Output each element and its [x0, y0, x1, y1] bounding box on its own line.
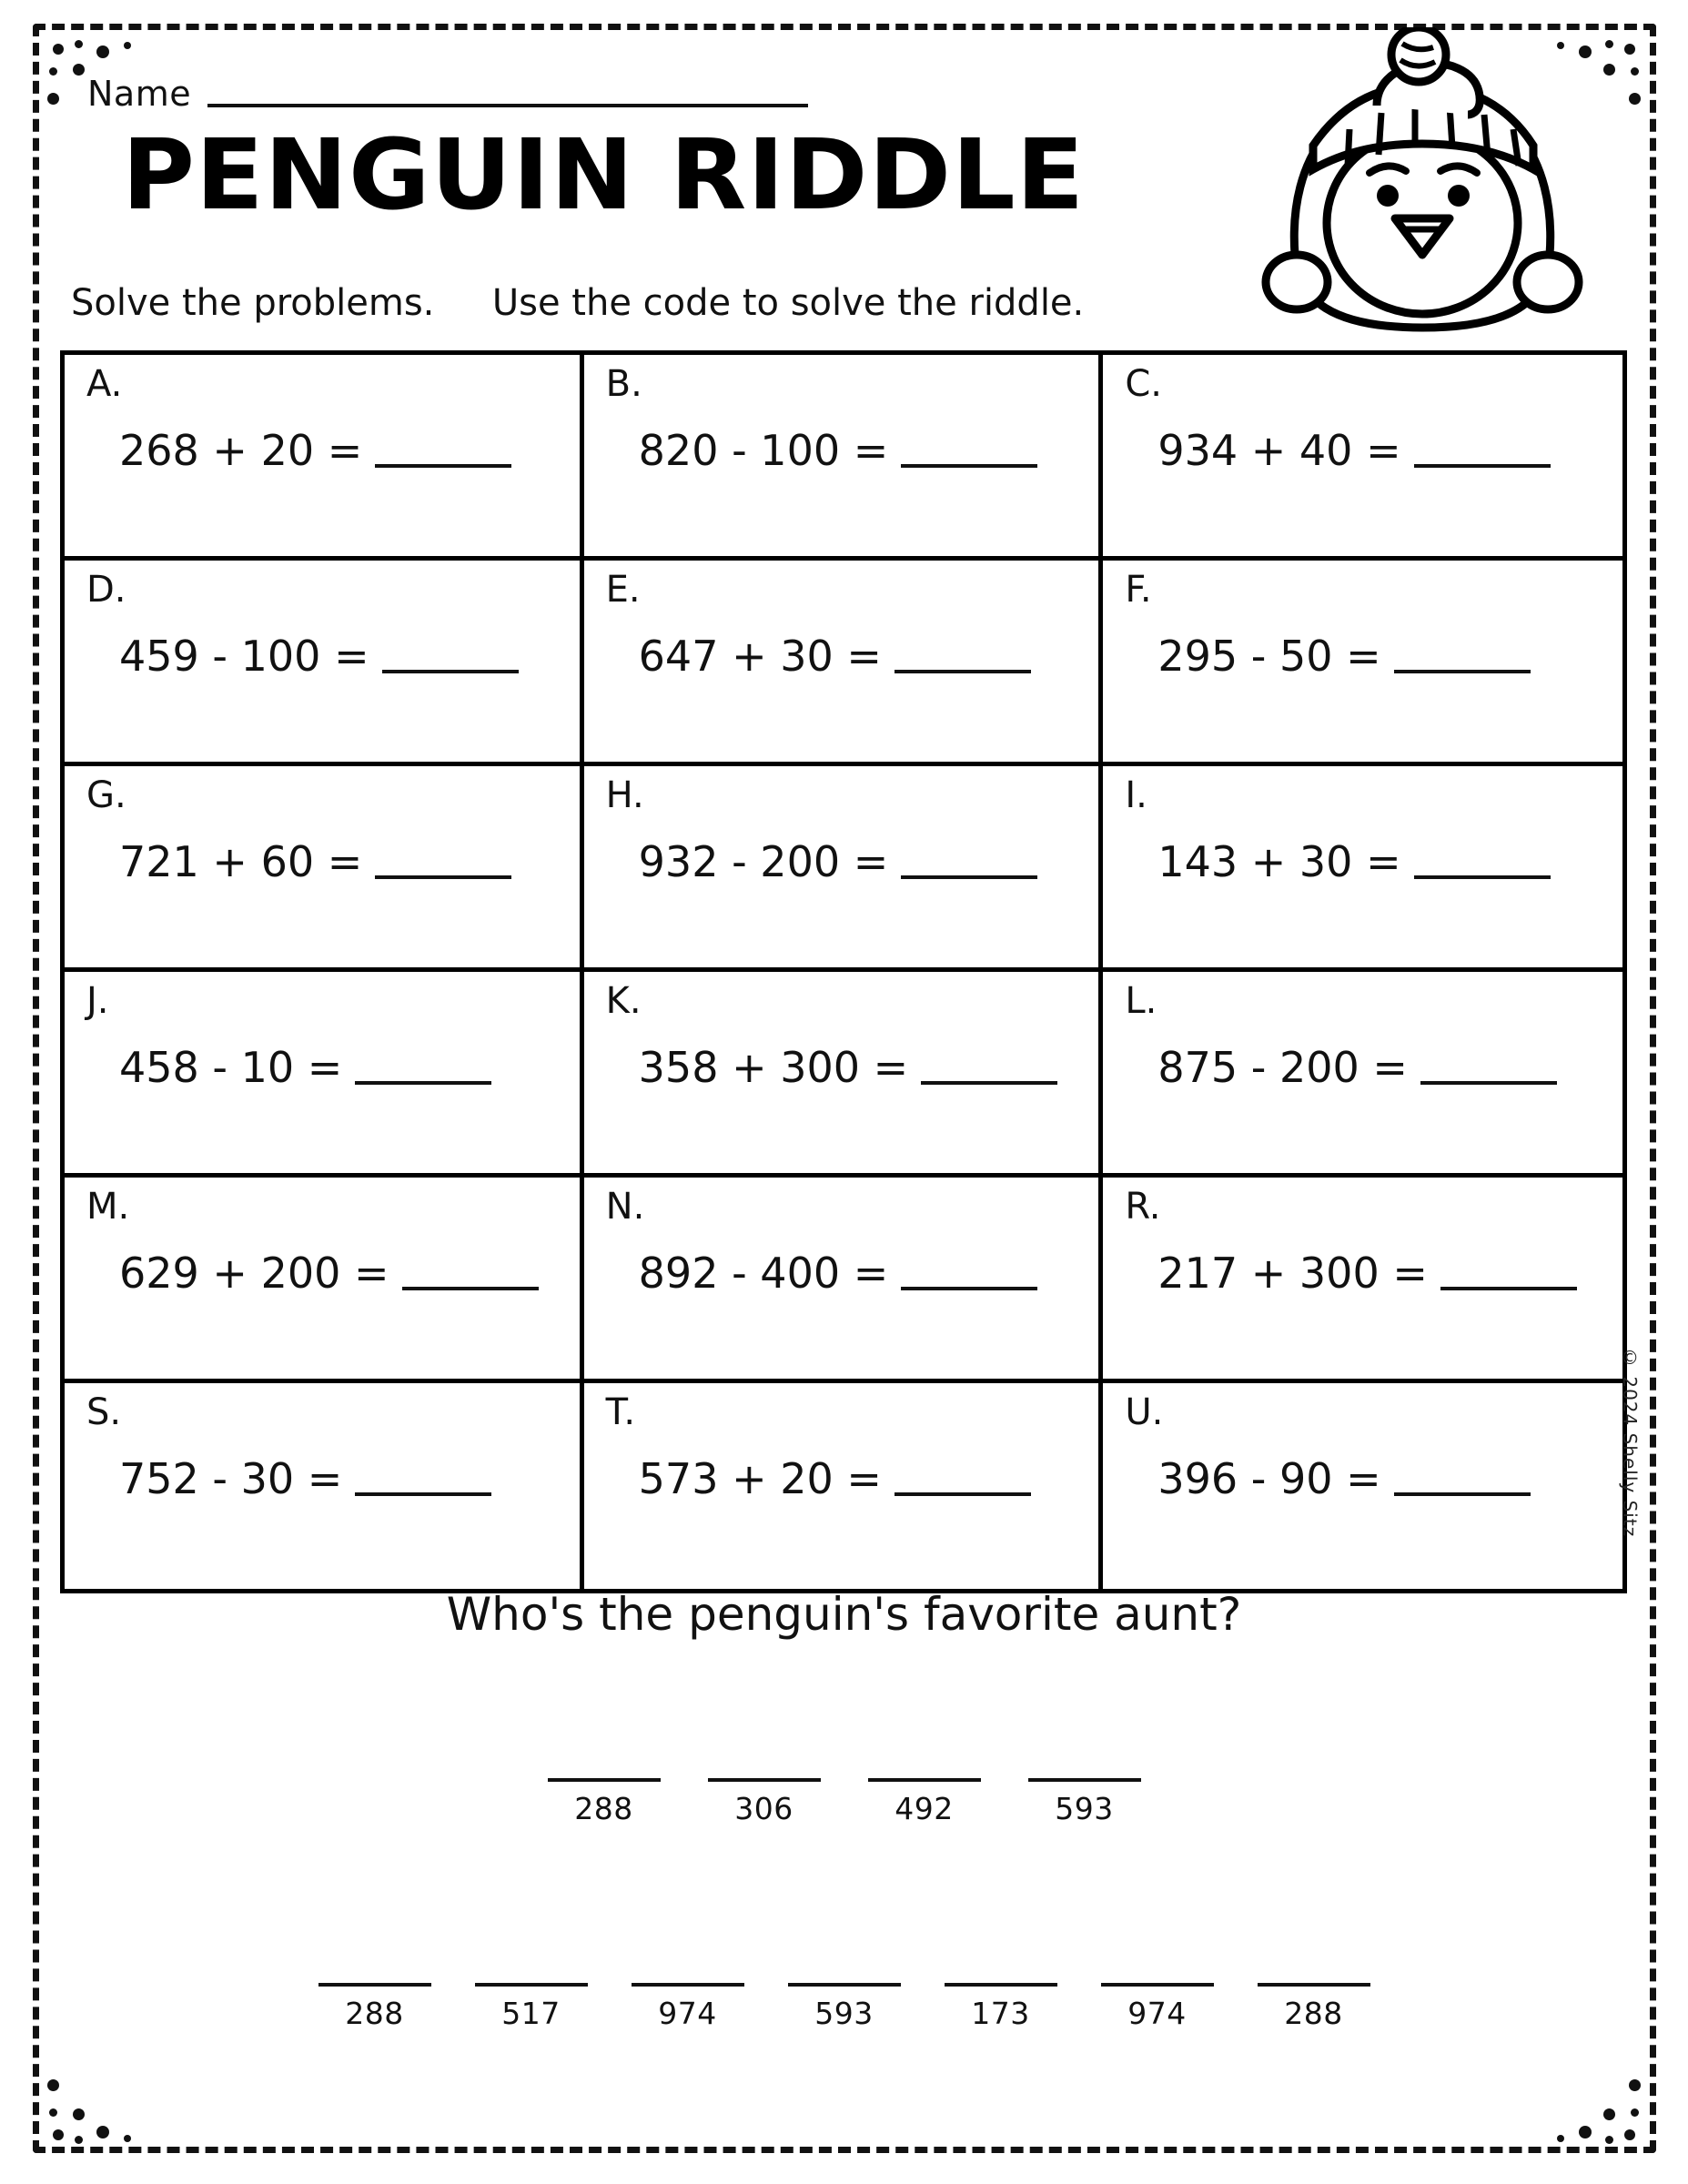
answer-blank[interactable] — [901, 460, 1037, 468]
problem-expression: 820 - 100 = — [638, 426, 889, 475]
problem-cell — [584, 561, 1104, 766]
problem-letter: K. — [605, 980, 642, 1022]
answer-blank[interactable] — [921, 1077, 1057, 1085]
riddle-answer-line[interactable] — [708, 1774, 821, 1782]
answer-blank[interactable] — [1440, 1283, 1577, 1290]
problem-expression: 143 + 30 = — [1157, 837, 1401, 886]
name-input-line[interactable] — [207, 98, 808, 107]
problem-letter: H. — [605, 774, 644, 816]
problem-expression: 934 + 40 = — [1157, 426, 1401, 475]
riddle-answer-line[interactable] — [1101, 1979, 1214, 1987]
problem-expression-row — [1157, 1249, 1608, 1298]
problem-cell — [1103, 355, 1622, 561]
answer-blank[interactable] — [895, 666, 1031, 673]
problem-letter: A. — [86, 363, 123, 405]
answer-blank[interactable] — [355, 1077, 491, 1085]
riddle-answer-slot[interactable] — [475, 1979, 588, 2031]
problem-expression: 573 + 20 = — [638, 1454, 882, 1503]
answer-blank[interactable] — [375, 872, 511, 879]
instructions — [71, 282, 1084, 324]
riddle-answer-slot[interactable] — [945, 1979, 1057, 2031]
problem-expression: 459 - 100 = — [119, 632, 369, 681]
riddle-code-number: 288 — [1284, 1996, 1343, 2031]
problem-expression: 647 + 30 = — [638, 632, 882, 681]
riddle-question: Who's the penguin's favorite aunt? — [446, 1588, 1242, 1641]
riddle-answer-slot[interactable] — [1101, 1979, 1214, 2031]
riddle-answer-line[interactable] — [1028, 1774, 1141, 1782]
riddle-answer-slot[interactable] — [632, 1979, 744, 2031]
problem-expression-row — [1157, 837, 1608, 886]
problem-expression: 875 - 200 = — [1157, 1043, 1408, 1092]
answer-row-second — [0, 1979, 1688, 2031]
problem-expression: 752 - 30 = — [119, 1454, 343, 1503]
problem-cell — [1103, 1383, 1622, 1589]
corner-dots-bottom-right — [1531, 2044, 1641, 2144]
answer-blank[interactable] — [1420, 1077, 1557, 1085]
problem-cell — [1103, 1178, 1622, 1383]
answer-blank[interactable] — [1414, 872, 1551, 879]
problem-letter: I. — [1125, 774, 1147, 816]
answer-blank[interactable] — [1394, 666, 1531, 673]
problem-letter: L. — [1125, 980, 1157, 1022]
name-field-row — [87, 74, 808, 114]
answer-blank[interactable] — [1414, 460, 1551, 468]
problem-expression: 217 + 300 = — [1157, 1249, 1428, 1298]
problem-expression-row — [639, 837, 1085, 886]
problem-expression-row — [1157, 632, 1608, 681]
riddle-answer-slot[interactable] — [548, 1774, 661, 1826]
problem-expression: 458 - 10 = — [119, 1043, 343, 1092]
problem-letter: M. — [86, 1186, 130, 1228]
answer-blank[interactable] — [375, 460, 511, 468]
riddle-answer-line[interactable] — [868, 1774, 981, 1782]
riddle-code-number: 173 — [971, 1996, 1030, 2031]
problem-expression: 932 - 200 = — [638, 837, 889, 886]
problem-expression: 629 + 200 = — [119, 1249, 389, 1298]
problem-expression-row — [639, 1249, 1085, 1298]
riddle-answer-line[interactable] — [788, 1979, 901, 1987]
riddle-answer-line[interactable] — [945, 1979, 1057, 1987]
copyright-text: © 2024 Shelly Sitz — [1619, 1347, 1641, 1538]
problem-expression: 892 - 400 = — [638, 1249, 889, 1298]
problem-expression: 268 + 20 = — [119, 426, 363, 475]
answer-blank[interactable] — [1394, 1489, 1531, 1496]
riddle-answer-line[interactable] — [318, 1979, 431, 1987]
problem-expression: 721 + 60 = — [119, 837, 363, 886]
problem-cell — [584, 766, 1104, 972]
problem-cell — [65, 561, 584, 766]
problem-cell — [584, 355, 1104, 561]
problem-expression: 295 - 50 = — [1157, 632, 1381, 681]
answer-blank[interactable] — [901, 1283, 1037, 1290]
riddle-answer-line[interactable] — [475, 1979, 588, 1987]
problem-letter: E. — [605, 569, 641, 611]
problem-letter: C. — [1125, 363, 1162, 405]
problem-expression-row — [1157, 426, 1608, 475]
riddle-answer-line[interactable] — [1258, 1979, 1370, 1987]
problem-letter: S. — [86, 1391, 122, 1433]
penguin-illustration — [1240, 27, 1604, 355]
answer-blank[interactable] — [402, 1283, 539, 1290]
instructions-part-2: Use the code to solve the riddle. — [491, 282, 1085, 324]
problem-letter: R. — [1125, 1186, 1161, 1228]
riddle-answer-slot[interactable] — [318, 1979, 431, 2031]
problem-expression-row — [639, 1454, 1085, 1503]
problem-expression: 358 + 300 = — [638, 1043, 909, 1092]
problem-letter: J. — [86, 980, 109, 1022]
riddle-code-number: 492 — [895, 1791, 954, 1826]
riddle-code-number: 288 — [574, 1791, 633, 1826]
problem-expression-row — [639, 632, 1085, 681]
problem-expression-row — [1157, 1043, 1608, 1092]
problem-expression: 396 - 90 = — [1157, 1454, 1381, 1503]
problem-expression-row — [639, 426, 1085, 475]
problem-letter: T. — [605, 1391, 636, 1433]
answer-row-first — [0, 1774, 1688, 1826]
problem-letter: B. — [605, 363, 642, 405]
instructions-part-1: Solve the problems. — [71, 282, 435, 324]
problem-letter: D. — [86, 569, 126, 611]
problem-letter: U. — [1125, 1391, 1164, 1433]
riddle-code-number: 593 — [1055, 1791, 1114, 1826]
riddle-answer-slot[interactable] — [868, 1774, 981, 1826]
riddle-code-number: 593 — [814, 1996, 874, 2031]
riddle-answer-line[interactable] — [548, 1774, 661, 1782]
problem-cell — [65, 766, 584, 972]
problem-cell — [1103, 561, 1622, 766]
problem-cell — [65, 1178, 584, 1383]
riddle-answer-slot[interactable] — [708, 1774, 821, 1826]
riddle-answer-line[interactable] — [632, 1979, 744, 1987]
problem-grid — [60, 350, 1627, 1593]
riddle-code-number: 974 — [1127, 1996, 1187, 2031]
problem-cell — [65, 1383, 584, 1589]
problem-expression-row — [639, 1043, 1085, 1092]
problem-cell — [65, 355, 584, 561]
corner-dots-bottom-left — [47, 2044, 157, 2144]
answer-blank[interactable] — [382, 666, 519, 673]
riddle-answer-slot[interactable] — [1258, 1979, 1370, 2031]
riddle-code-number: 288 — [345, 1996, 404, 2031]
problem-letter: G. — [86, 774, 126, 816]
problem-cell — [1103, 766, 1622, 972]
problem-cell — [65, 972, 584, 1178]
problem-letter: N. — [605, 1186, 645, 1228]
problem-expression-row — [119, 837, 565, 886]
problem-cell — [584, 972, 1104, 1178]
problem-expression-row — [119, 632, 565, 681]
riddle-answer-slot[interactable] — [788, 1979, 901, 2031]
riddle-code-number: 517 — [501, 1996, 561, 2031]
answer-blank[interactable] — [895, 1489, 1031, 1496]
riddle-answer-slot[interactable] — [1028, 1774, 1141, 1826]
problem-cell — [1103, 972, 1622, 1178]
problem-cell — [584, 1178, 1104, 1383]
answer-blank[interactable] — [355, 1489, 491, 1496]
problem-expression-row — [119, 426, 565, 475]
problem-expression-row — [119, 1454, 565, 1503]
riddle-code-number: 306 — [734, 1791, 793, 1826]
problem-expression-row — [1157, 1454, 1608, 1503]
problem-expression-row — [119, 1249, 565, 1298]
problem-cell — [584, 1383, 1104, 1589]
problem-expression-row — [119, 1043, 565, 1092]
problem-letter: F. — [1125, 569, 1152, 611]
name-label: Name — [87, 74, 192, 114]
page-title: PENGUIN RIDDLE — [122, 119, 1086, 232]
riddle-code-number: 974 — [658, 1996, 717, 2031]
answer-blank[interactable] — [901, 872, 1037, 879]
